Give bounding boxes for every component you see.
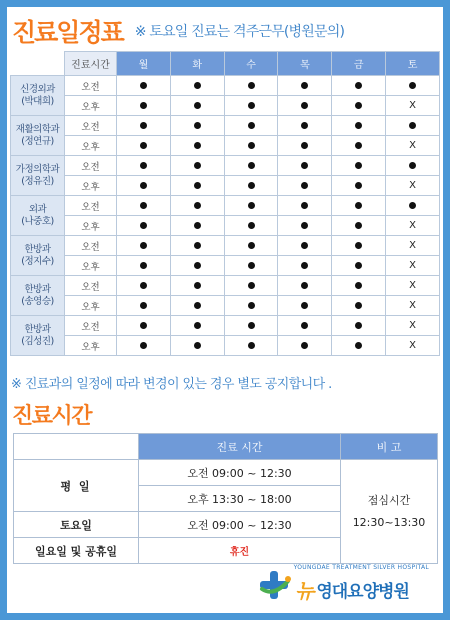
cell-mon-am: [117, 116, 171, 136]
header-sat: 토: [386, 52, 440, 76]
available-dot-icon: [140, 242, 147, 249]
cell-wed-am: [224, 316, 278, 336]
weekday-label: 평 일: [14, 460, 139, 512]
available-dot-icon: [355, 142, 362, 149]
cell-tue-pm: [170, 176, 224, 196]
doctor-cell: [11, 236, 65, 276]
cell-thu-am: [278, 156, 332, 176]
hours-title: 진료시간: [12, 404, 92, 429]
available-dot-icon: [355, 202, 362, 209]
cell-fri-pm: [332, 176, 386, 196]
schedule-row: [11, 176, 440, 196]
cell-sat-am: [386, 236, 440, 256]
schedule-row: [11, 316, 440, 336]
cell-thu-pm: [278, 336, 332, 356]
cell-wed-pm: [224, 176, 278, 196]
cell-tue-pm: [170, 296, 224, 316]
available-dot-icon: [301, 102, 308, 109]
slot-label: 오전: [65, 116, 117, 136]
doctor-cell: [11, 316, 65, 356]
weekday-pm-time: 오후 13:30 ~ 18:00: [139, 486, 341, 512]
cell-sat-am: [386, 316, 440, 336]
cell-thu-pm: [278, 296, 332, 316]
available-dot-icon: [194, 202, 201, 209]
schedule-notice: ※ 진료과의 일정에 따라 변경이 있는 경우 별도 공지합니다 .: [11, 377, 332, 392]
cell-wed-am: [224, 236, 278, 256]
cell-wed-am: [224, 76, 278, 96]
available-dot-icon: [355, 262, 362, 269]
schedule-row: [11, 136, 440, 156]
cell-tue-pm: [170, 136, 224, 156]
cell-mon-pm: [117, 296, 171, 316]
slot-label: 오전: [65, 156, 117, 176]
cell-sat-pm: [386, 296, 440, 316]
cell-fri-pm: [332, 96, 386, 116]
available-dot-icon: [301, 182, 308, 189]
available-dot-icon: [301, 122, 308, 129]
slot-label: 오후: [65, 136, 117, 156]
available-dot-icon: [409, 202, 416, 209]
cell-mon-pm: [117, 216, 171, 236]
header-time: 진료시간: [65, 52, 117, 76]
available-dot-icon: [140, 342, 147, 349]
cell-thu-pm: [278, 176, 332, 196]
logo-subtitle: YOUNGDAE TREATMENT SILVER HOSPITAL: [293, 564, 429, 571]
cell-sat-pm: [386, 176, 440, 196]
cell-fri-pm: [332, 136, 386, 156]
header-wed: 수: [224, 52, 278, 76]
cell-sat-am: [386, 276, 440, 296]
available-dot-icon: [194, 322, 201, 329]
slot-label: 오전: [65, 236, 117, 256]
doctor-cell: [11, 196, 65, 236]
doctor-name: (송영승): [21, 295, 54, 307]
schedule-row: [11, 236, 440, 256]
slot-label: 오후: [65, 176, 117, 196]
available-dot-icon: [194, 342, 201, 349]
holiday-closed: 휴진: [139, 538, 341, 564]
weekday-am-time: 오전 09:00 ~ 12:30: [139, 460, 341, 486]
slot-label: 오후: [65, 296, 117, 316]
hours-header-time: 진료 시간: [139, 434, 341, 460]
available-dot-icon: [140, 222, 147, 229]
cell-thu-pm: [278, 136, 332, 156]
schedule-row: [11, 156, 440, 176]
available-dot-icon: [140, 182, 147, 189]
doctor-dept: 신경외과: [20, 83, 55, 95]
hours-header-note: 비 고: [341, 434, 438, 460]
slot-label: 오전: [65, 316, 117, 336]
cell-mon-am: [117, 316, 171, 336]
available-dot-icon: [194, 122, 201, 129]
cell-thu-am: [278, 76, 332, 96]
closed-mark: X: [409, 320, 416, 331]
slot-label: 오후: [65, 256, 117, 276]
schedule-row: [11, 336, 440, 356]
cell-tue-am: [170, 316, 224, 336]
cell-tue-am: [170, 236, 224, 256]
lunch-note-time: 12:30~13:30: [352, 515, 426, 529]
cell-fri-pm: [332, 216, 386, 236]
saturday-time: 오전 09:00 ~ 12:30: [139, 512, 341, 538]
cell-thu-am: [278, 236, 332, 256]
closed-mark: X: [409, 260, 416, 271]
cell-wed-pm: [224, 216, 278, 236]
closed-mark: X: [409, 240, 416, 251]
closed-mark: X: [409, 280, 416, 291]
hours-table: [13, 433, 438, 564]
cell-tue-am: [170, 156, 224, 176]
closed-mark: X: [409, 340, 416, 351]
cell-sat-pm: [386, 336, 440, 356]
available-dot-icon: [194, 302, 201, 309]
available-dot-icon: [248, 82, 255, 89]
schedule-table: [10, 51, 440, 356]
available-dot-icon: [140, 142, 147, 149]
available-dot-icon: [409, 162, 416, 169]
cell-tue-am: [170, 76, 224, 96]
cell-mon-am: [117, 236, 171, 256]
available-dot-icon: [355, 322, 362, 329]
available-dot-icon: [355, 282, 362, 289]
schedule-row: [11, 76, 440, 96]
available-dot-icon: [248, 102, 255, 109]
cell-tue-pm: [170, 336, 224, 356]
cell-tue-pm: [170, 96, 224, 116]
slot-label: 오전: [65, 76, 117, 96]
available-dot-icon: [355, 102, 362, 109]
available-dot-icon: [140, 282, 147, 289]
cell-mon-pm: [117, 176, 171, 196]
cell-fri-am: [332, 156, 386, 176]
doctor-cell: [11, 276, 65, 316]
available-dot-icon: [194, 282, 201, 289]
slot-label: 오전: [65, 196, 117, 216]
hours-row-weekday-am: [14, 460, 438, 486]
available-dot-icon: [248, 322, 255, 329]
cell-sat-pm: [386, 216, 440, 236]
schedule-row: [11, 216, 440, 236]
available-dot-icon: [140, 322, 147, 329]
cell-fri-pm: [332, 256, 386, 276]
schedule-row: [11, 296, 440, 316]
doctor-dept: 한방과: [24, 323, 51, 335]
page-title: 진료일정표: [12, 18, 123, 47]
closed-mark: X: [409, 180, 416, 191]
available-dot-icon: [140, 102, 147, 109]
available-dot-icon: [409, 122, 416, 129]
header-tue: 화: [170, 52, 224, 76]
header-blank: [11, 52, 65, 76]
available-dot-icon: [140, 262, 147, 269]
cell-wed-pm: [224, 136, 278, 156]
closed-mark: X: [409, 220, 416, 231]
slot-label: 오전: [65, 276, 117, 296]
cell-thu-pm: [278, 256, 332, 276]
cell-tue-am: [170, 276, 224, 296]
doctor-name: (정유진): [21, 175, 54, 187]
available-dot-icon: [248, 222, 255, 229]
available-dot-icon: [355, 222, 362, 229]
available-dot-icon: [301, 142, 308, 149]
saturday-label: 토요일: [14, 512, 139, 538]
holiday-label: 일요일 및 공휴일: [14, 538, 139, 564]
closed-mark: X: [409, 300, 416, 311]
cell-mon-pm: [117, 336, 171, 356]
available-dot-icon: [301, 162, 308, 169]
doctor-dept: 재활의학과: [15, 123, 60, 135]
available-dot-icon: [355, 302, 362, 309]
doctor-name: (정연규): [21, 135, 54, 147]
available-dot-icon: [140, 202, 147, 209]
doctor-dept: 한방과: [24, 283, 51, 295]
slot-label: 오후: [65, 336, 117, 356]
cell-fri-am: [332, 316, 386, 336]
available-dot-icon: [355, 162, 362, 169]
available-dot-icon: [301, 202, 308, 209]
cell-sat-am: [386, 76, 440, 96]
cell-fri-am: [332, 276, 386, 296]
cross-logo-icon: [257, 569, 293, 601]
cell-tue-am: [170, 196, 224, 216]
cell-wed-am: [224, 196, 278, 216]
doctor-cell: [11, 156, 65, 196]
cell-mon-am: [117, 76, 171, 96]
available-dot-icon: [301, 302, 308, 309]
cell-mon-am: [117, 156, 171, 176]
available-dot-icon: [194, 162, 201, 169]
cell-wed-pm: [224, 296, 278, 316]
cell-sat-pm: [386, 136, 440, 156]
doctor-dept: 한방과: [24, 243, 51, 255]
available-dot-icon: [301, 322, 308, 329]
available-dot-icon: [248, 162, 255, 169]
doctor-dept: 가정의학과: [15, 163, 60, 175]
schedule-row: [11, 196, 440, 216]
doctor-dept: 외과: [28, 203, 47, 215]
schedule-poster: [7, 7, 443, 613]
cell-thu-pm: [278, 96, 332, 116]
cell-wed-am: [224, 116, 278, 136]
cell-tue-pm: [170, 216, 224, 236]
logo-text: [295, 577, 409, 601]
available-dot-icon: [248, 302, 255, 309]
doctor-name: (나중호): [21, 215, 54, 227]
cell-sat-am: [386, 116, 440, 136]
slot-label: 오후: [65, 96, 117, 116]
cell-wed-pm: [224, 336, 278, 356]
available-dot-icon: [409, 82, 416, 89]
cell-mon-am: [117, 196, 171, 216]
available-dot-icon: [140, 82, 147, 89]
available-dot-icon: [301, 342, 308, 349]
available-dot-icon: [248, 202, 255, 209]
cell-fri-am: [332, 76, 386, 96]
logo-prefix: 뉴: [295, 578, 315, 603]
available-dot-icon: [248, 342, 255, 349]
doctor-name: (김성진): [21, 335, 54, 347]
cell-wed-pm: [224, 96, 278, 116]
header-fri: 금: [332, 52, 386, 76]
lunch-note: [341, 460, 438, 564]
available-dot-icon: [194, 242, 201, 249]
cell-thu-pm: [278, 216, 332, 236]
cell-tue-pm: [170, 256, 224, 276]
cell-fri-pm: [332, 336, 386, 356]
available-dot-icon: [301, 262, 308, 269]
hours-header-blank: [14, 434, 139, 460]
cell-thu-am: [278, 116, 332, 136]
available-dot-icon: [248, 282, 255, 289]
lunch-note-title: 점심시간: [367, 493, 411, 507]
cell-mon-pm: [117, 96, 171, 116]
doctor-cell: [11, 76, 65, 116]
available-dot-icon: [355, 82, 362, 89]
available-dot-icon: [355, 122, 362, 129]
available-dot-icon: [248, 262, 255, 269]
schedule-row: [11, 276, 440, 296]
available-dot-icon: [140, 302, 147, 309]
available-dot-icon: [248, 182, 255, 189]
cell-thu-am: [278, 196, 332, 216]
available-dot-icon: [140, 122, 147, 129]
available-dot-icon: [355, 242, 362, 249]
available-dot-icon: [140, 162, 147, 169]
cell-mon-pm: [117, 256, 171, 276]
available-dot-icon: [355, 342, 362, 349]
cell-thu-am: [278, 316, 332, 336]
cell-mon-pm: [117, 136, 171, 156]
doctor-name: (박대희): [21, 95, 54, 107]
available-dot-icon: [355, 182, 362, 189]
schedule-row: [11, 256, 440, 276]
available-dot-icon: [194, 182, 201, 189]
available-dot-icon: [194, 82, 201, 89]
cell-fri-am: [332, 236, 386, 256]
cell-sat-am: [386, 156, 440, 176]
title-row: [12, 15, 442, 47]
cell-fri-pm: [332, 296, 386, 316]
logo-name: 영대요양병원: [316, 581, 409, 602]
cell-wed-am: [224, 156, 278, 176]
cell-thu-am: [278, 276, 332, 296]
available-dot-icon: [248, 122, 255, 129]
available-dot-icon: [194, 262, 201, 269]
available-dot-icon: [301, 242, 308, 249]
doctor-name: (정지수): [21, 255, 54, 267]
header-thu: 목: [278, 52, 332, 76]
schedule-header-row: [11, 52, 440, 76]
available-dot-icon: [301, 82, 308, 89]
closed-mark: X: [409, 100, 416, 111]
available-dot-icon: [194, 222, 201, 229]
cell-tue-am: [170, 116, 224, 136]
schedule-body: [11, 76, 440, 356]
available-dot-icon: [194, 142, 201, 149]
cell-fri-am: [332, 196, 386, 216]
available-dot-icon: [248, 242, 255, 249]
cell-mon-am: [117, 276, 171, 296]
cell-sat-pm: [386, 256, 440, 276]
cell-fri-am: [332, 116, 386, 136]
closed-mark: X: [409, 140, 416, 151]
schedule-row: [11, 116, 440, 136]
slot-label: 오후: [65, 216, 117, 236]
cell-sat-am: [386, 196, 440, 216]
hours-header-row: [14, 434, 438, 460]
schedule-row: [11, 96, 440, 116]
available-dot-icon: [248, 142, 255, 149]
available-dot-icon: [301, 222, 308, 229]
cell-sat-pm: [386, 96, 440, 116]
hospital-logo: [255, 561, 435, 605]
doctor-cell: [11, 116, 65, 156]
available-dot-icon: [194, 102, 201, 109]
available-dot-icon: [301, 282, 308, 289]
cell-wed-am: [224, 276, 278, 296]
header-mon: 월: [117, 52, 171, 76]
saturday-note: ※ 토요일 진료는 격주근무(병원문의): [134, 24, 345, 40]
cell-wed-pm: [224, 256, 278, 276]
